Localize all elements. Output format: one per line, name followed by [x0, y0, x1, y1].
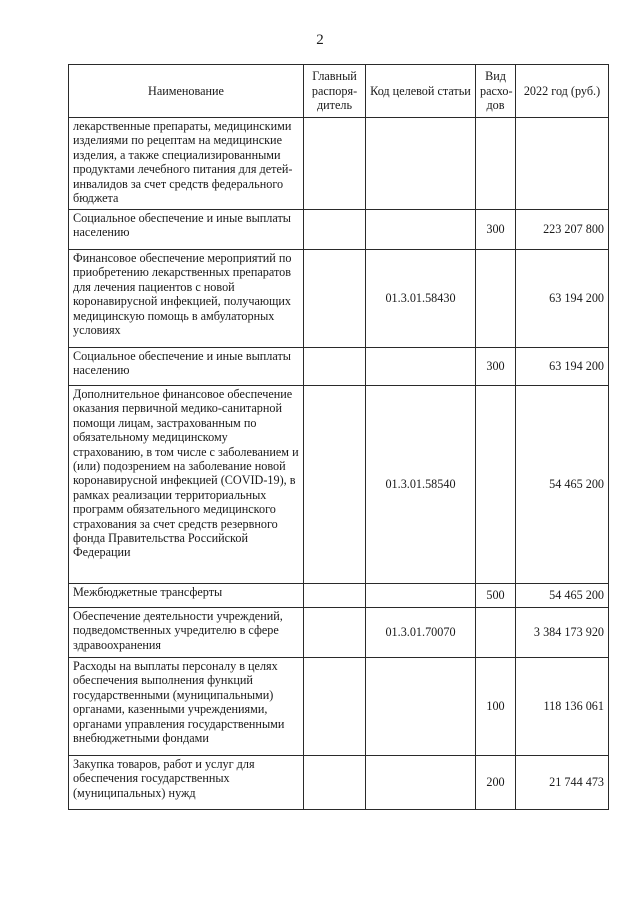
table-row [69, 608, 609, 658]
row-target-code [366, 756, 476, 810]
row-main-manager [304, 250, 366, 348]
row-target-code: 01.3.01.58540 [366, 386, 476, 584]
row-amount: 223 207 800 [516, 210, 609, 250]
table-row [69, 584, 609, 608]
row-target-code [366, 584, 476, 608]
row-main-manager [304, 348, 366, 386]
budget-table [68, 64, 609, 810]
row-name: Расходы на выплаты персоналу в целях обеспечения выполнения функций государственными (муниципальными) органами, казенными учреждениями, органами управления государственными внебюджетными фондами [69, 658, 304, 756]
header-name: Наименование [69, 65, 304, 118]
row-expense-type: 300 [476, 348, 516, 386]
row-name: Дополнительное финансовое обеспечение оказания первичной медико-санитарной помощи лицам, застрахованным по обязательному медицинскому страхованию, в том числе с заболеванием и (или) подозрением на заболевание новой коронавирусной инфекцией (COVID-19), в рамках реализации территориальных программ обязательного медицинского страхования за счет средств резервного фонда Правительства Российской Федерации [69, 386, 304, 584]
table-row [69, 118, 609, 210]
table-header-row [69, 65, 609, 118]
row-main-manager [304, 756, 366, 810]
table-row [69, 756, 609, 810]
header-expense-type: Вид расхо-дов [476, 65, 516, 118]
row-target-code [366, 118, 476, 210]
table-row [69, 250, 609, 348]
row-amount: 54 465 200 [516, 386, 609, 584]
page-number: 2 [316, 32, 324, 48]
row-name: Финансовое обеспечение мероприятий по приобретению лекарственных препаратов для лечения пациентов с новой коронавирусной инфекцией, получающих медицинскую помощь в амбулаторных условиях [69, 250, 304, 348]
row-main-manager [304, 210, 366, 250]
row-expense-type: 100 [476, 658, 516, 756]
row-amount: 54 465 200 [516, 584, 609, 608]
table-row [69, 386, 609, 584]
row-main-manager [304, 584, 366, 608]
row-expense-type: 500 [476, 584, 516, 608]
row-expense-type [476, 118, 516, 210]
row-amount: 21 744 473 [516, 756, 609, 810]
row-amount: 63 194 200 [516, 348, 609, 386]
row-name: Межбюджетные трансферты [69, 584, 304, 608]
row-target-code: 01.3.01.58430 [366, 250, 476, 348]
row-main-manager [304, 658, 366, 756]
row-expense-type: 200 [476, 756, 516, 810]
row-amount: 3 384 173 920 [516, 608, 609, 658]
row-main-manager [304, 386, 366, 584]
row-name: Социальное обеспечение и иные выплаты населению [69, 348, 304, 386]
table-row [69, 348, 609, 386]
header-target-code: Код целевой статьи [366, 65, 476, 118]
row-expense-type [476, 386, 516, 584]
row-target-code [366, 658, 476, 756]
table-row [69, 658, 609, 756]
row-expense-type: 300 [476, 210, 516, 250]
row-name: Социальное обеспечение и иные выплаты населению [69, 210, 304, 250]
row-amount: 118 136 061 [516, 658, 609, 756]
row-expense-type [476, 608, 516, 658]
row-name: лекарственные препараты, медицинскими изделиями по рецептам на медицинские изделия, а также специализированными продуктами лечебного питания для детей-инвалидов за счет средств федерального бюджета [69, 118, 304, 210]
header-year-amount: 2022 год (руб.) [516, 65, 609, 118]
row-amount [516, 118, 609, 210]
row-main-manager [304, 608, 366, 658]
row-name: Закупка товаров, работ и услуг для обеспечения государственных (муниципальных) нужд [69, 756, 304, 810]
table-row [69, 210, 609, 250]
header-main-manager: Главный распоря-дитель [304, 65, 366, 118]
row-expense-type [476, 250, 516, 348]
row-target-code: 01.3.01.70070 [366, 608, 476, 658]
row-main-manager [304, 118, 366, 210]
row-target-code [366, 348, 476, 386]
row-name: Обеспечение деятельности учреждений, подведомственных учредителю в сфере здравоохранения [69, 608, 304, 658]
row-target-code [366, 210, 476, 250]
row-amount: 63 194 200 [516, 250, 609, 348]
